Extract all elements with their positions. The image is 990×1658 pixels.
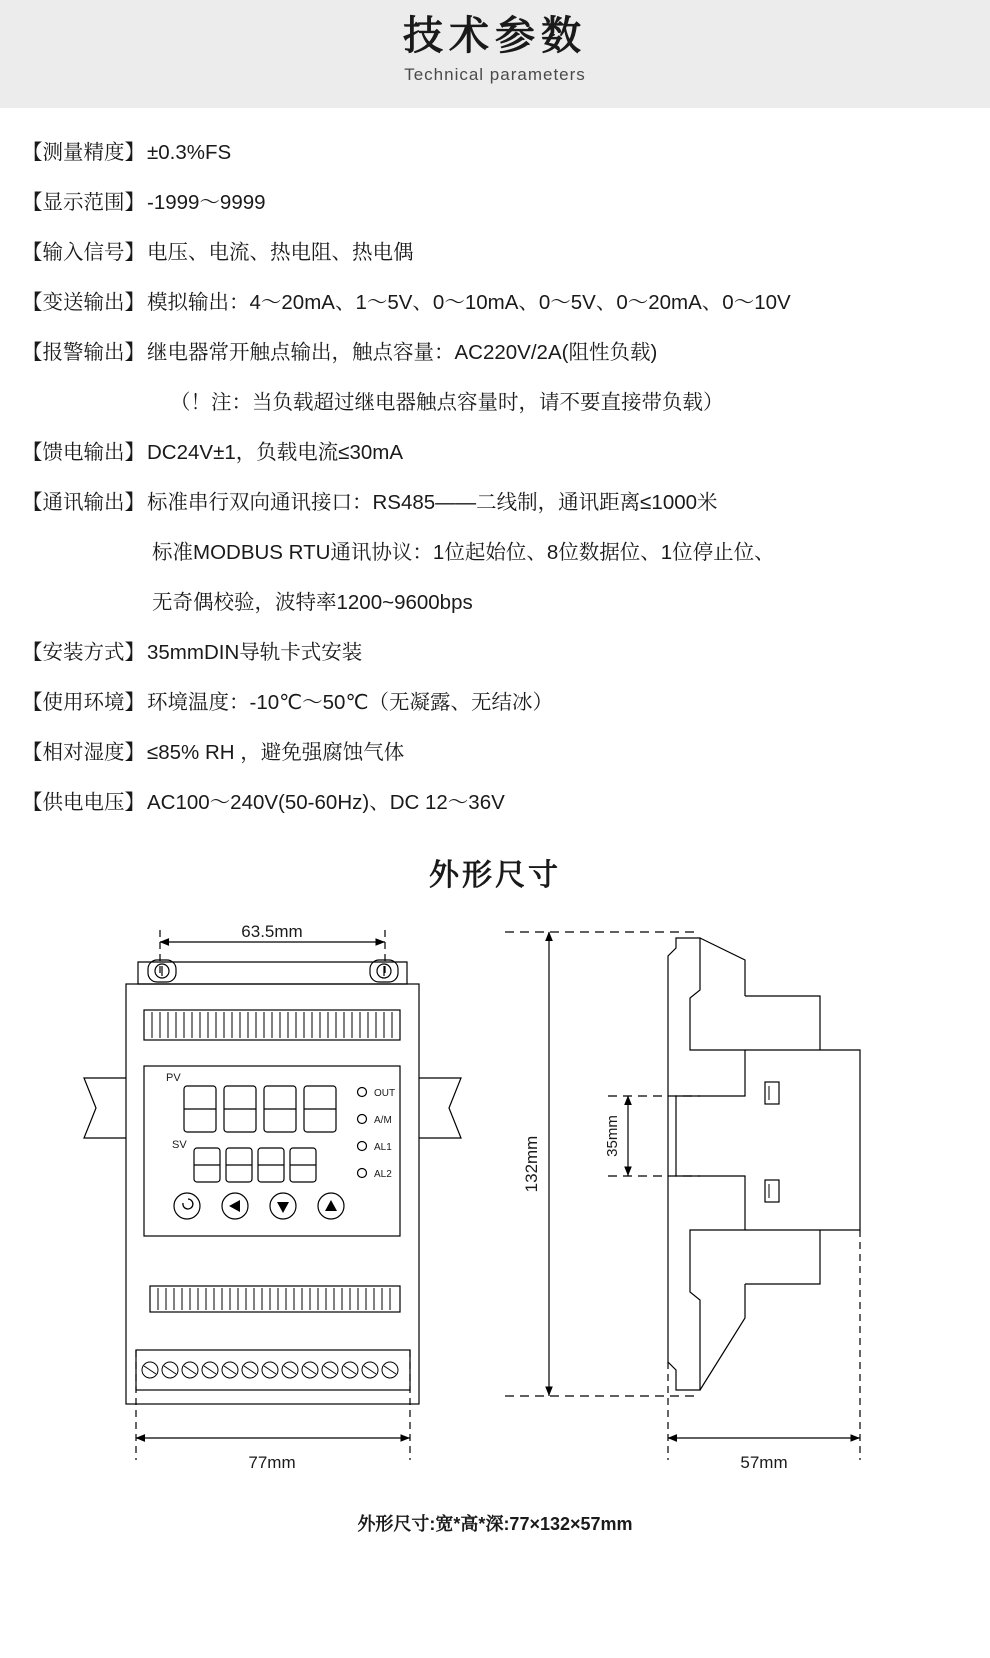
dimensions-title: 外形尺寸 xyxy=(429,859,561,892)
page-header xyxy=(0,0,990,108)
dim-height-label: 132mm xyxy=(522,1135,541,1193)
spec-row-accuracy xyxy=(22,138,968,168)
spec-row-power-feed xyxy=(22,438,968,468)
spec-label: 【输入信号】 xyxy=(22,241,145,264)
spec-row-mounting xyxy=(22,638,968,668)
spec-label: 【变送输出】 xyxy=(22,291,145,314)
spec-value: DC24V±1，负载电流≤30mA xyxy=(147,441,404,464)
spec-label: 【报警输出】 xyxy=(22,341,145,364)
spec-row-display-range xyxy=(22,188,968,218)
spec-label: 【相对湿度】 xyxy=(22,741,145,764)
dimensions-caption: 外形尺寸:宽*高*深:77×132×57mm xyxy=(357,1514,633,1534)
spec-row-environment xyxy=(22,688,968,718)
dim-rail-height-label: 35mm xyxy=(604,1115,621,1157)
comm-line-3: 无奇偶校验，波特率1200~9600bps xyxy=(152,591,473,614)
spec-value: ≤85% RH ，避免强腐蚀气体 xyxy=(147,741,405,764)
indicator-label-out: OUT xyxy=(374,1088,396,1099)
spec-row-alarm-output xyxy=(22,338,968,368)
spec-row-input-signal xyxy=(22,238,968,268)
indicator-label-am: A/M xyxy=(374,1115,392,1126)
spec-row-communication xyxy=(22,488,968,518)
dim-bottom-width-label: 77mm xyxy=(248,1453,296,1472)
spec-value: 标准串行双向通讯接口：RS485——二线制，通讯距离≤1000米 xyxy=(147,491,718,514)
spec-row-transmit-output xyxy=(22,288,968,318)
dim-top-width-label: 63.5mm xyxy=(241,922,303,941)
spec-row-supply-voltage xyxy=(22,788,968,818)
dim-depth-label: 57mm xyxy=(740,1453,788,1472)
dimension-drawing xyxy=(0,900,990,1510)
spec-value: 环境温度：-10℃～50℃（无凝露、无结冰） xyxy=(147,691,553,714)
spec-label: 【安装方式】 xyxy=(22,641,145,664)
indicator-label-al2: AL2 xyxy=(374,1169,392,1180)
page-subtitle: Technical parameters xyxy=(404,65,586,84)
spec-label: 【使用环境】 xyxy=(22,691,145,714)
comm-line-2: 标准MODBUS RTU通讯协议：1位起始位、8位数据位、1位停止位、 xyxy=(152,541,775,564)
sv-label: SV xyxy=(172,1139,187,1151)
spec-label: 【通讯输出】 xyxy=(22,491,145,514)
spec-row-humidity xyxy=(22,738,968,768)
spec-value: 继电器常开触点输出，触点容量：AC220V/2A(阻性负载) xyxy=(147,341,658,364)
spec-value: AC100～240V(50-60Hz)、DC 12～36V xyxy=(147,791,505,814)
spec-label: 【馈电输出】 xyxy=(22,441,145,464)
spec-label: 【供电电压】 xyxy=(22,791,145,814)
spec-value: -1999～9999 xyxy=(147,191,266,214)
spec-label: 【测量精度】 xyxy=(22,141,145,164)
indicator-label-al1: AL1 xyxy=(374,1142,392,1153)
spec-value: 模拟输出：4～20mA、1～5V、0～10mA、0～5V、0～20mA、0～10V xyxy=(147,291,791,314)
spec-value: 35mmDIN导轨卡式安装 xyxy=(147,641,363,664)
spec-value: 电压、电流、热电阻、热电偶 xyxy=(147,241,414,264)
spec-list xyxy=(0,108,990,818)
spec-label: 【显示范围】 xyxy=(22,191,145,214)
alarm-note: （！注：当负载超过继电器触点容量时，请不要直接带负载） xyxy=(170,391,724,414)
pv-label: PV xyxy=(166,1072,181,1084)
spec-value: ±0.3%FS xyxy=(147,141,232,164)
page-title: 技术参数 xyxy=(403,14,587,58)
